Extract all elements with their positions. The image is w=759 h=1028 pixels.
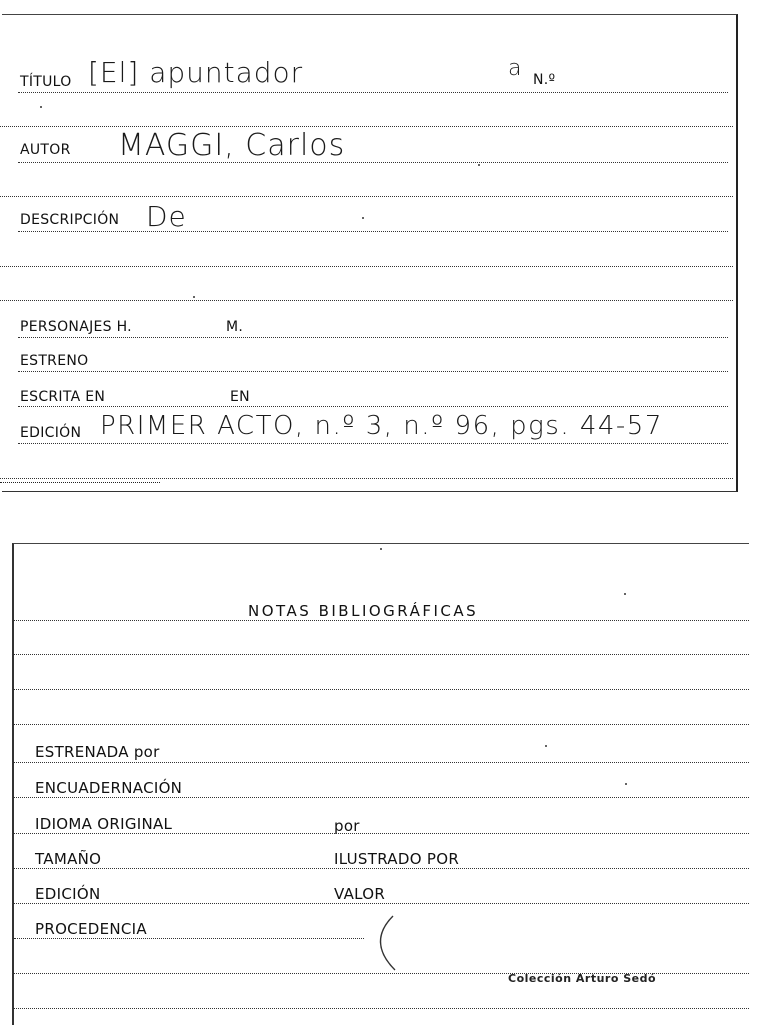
autor-line — [18, 162, 728, 163]
stamp-arc — [365, 912, 445, 972]
encuadernacion-label: ENCUADERNACIÓN — [35, 779, 183, 797]
ruled-line — [14, 762, 749, 763]
descripcion-label: DESCRIPCIÓN — [20, 212, 120, 228]
ruled-line — [0, 482, 160, 483]
titulo-label: TÍTULO — [20, 74, 72, 90]
procedencia-label: PROCEDENCIA — [35, 920, 147, 938]
escrita-en-label: EN — [230, 389, 250, 405]
autor-label: AUTOR — [20, 142, 71, 158]
ruled-line — [14, 1008, 749, 1009]
escrita-label: ESCRITA EN — [20, 389, 106, 405]
personajes-label: PERSONAJES H. — [20, 319, 132, 335]
speck — [193, 296, 195, 298]
speck — [40, 106, 42, 108]
ruled-line — [14, 689, 749, 690]
speck — [624, 593, 626, 595]
titulo-value: [El] apuntador — [88, 56, 304, 89]
speck — [545, 745, 547, 747]
speck — [625, 783, 627, 785]
ruled-line — [14, 938, 364, 939]
personajes-line — [18, 337, 728, 338]
escrita-line — [18, 406, 728, 407]
stamp-text: Colección Arturo Sedó — [508, 972, 657, 985]
edicion-value: PRIMER ACTO, n.º 3, n.º 96, pgs. 44-57 — [100, 411, 663, 441]
ruled-line — [14, 724, 749, 725]
tamano-label: TAMAÑO — [35, 850, 102, 868]
ruled-line — [0, 126, 733, 127]
ilustrado-por-label: ILUSTRADO POR — [334, 850, 460, 868]
ruled-line — [14, 833, 749, 834]
numero-label: N.º — [533, 72, 556, 88]
estreno-line — [18, 371, 728, 372]
autor-value: MAGGI, Carlos — [118, 128, 346, 163]
ruled-line — [14, 654, 749, 655]
estrenada-label: ESTRENADA por — [35, 743, 160, 761]
personajes-m-label: M. — [226, 319, 244, 335]
estreno-label: ESTRENO — [20, 353, 89, 369]
descripcion-line — [18, 231, 728, 232]
titulo-extra: a — [508, 56, 523, 81]
ruled-line — [14, 903, 749, 904]
edicion-label: EDICIÓN — [20, 425, 82, 441]
speck — [478, 164, 480, 166]
ruled-line — [0, 478, 733, 479]
ruled-line — [14, 797, 749, 798]
idioma-original-label: IDIOMA ORIGINAL — [35, 815, 173, 833]
edicion-back-label: EDICIÓN — [35, 885, 101, 903]
ruled-line — [14, 620, 749, 621]
ruled-line — [0, 196, 733, 197]
speck — [362, 217, 364, 219]
descripcion-value: De — [146, 200, 187, 233]
notas-bibliograficas-title: NOTAS BIBLIOGRÁFICAS — [248, 602, 479, 620]
edicion-line — [18, 443, 728, 444]
speck — [380, 548, 382, 550]
titulo-line — [18, 92, 728, 93]
idioma-por-label: por — [334, 817, 360, 835]
valor-label: VALOR — [334, 885, 386, 903]
ruled-line — [0, 266, 733, 267]
ruled-line — [0, 300, 733, 301]
ruled-line — [14, 868, 749, 869]
